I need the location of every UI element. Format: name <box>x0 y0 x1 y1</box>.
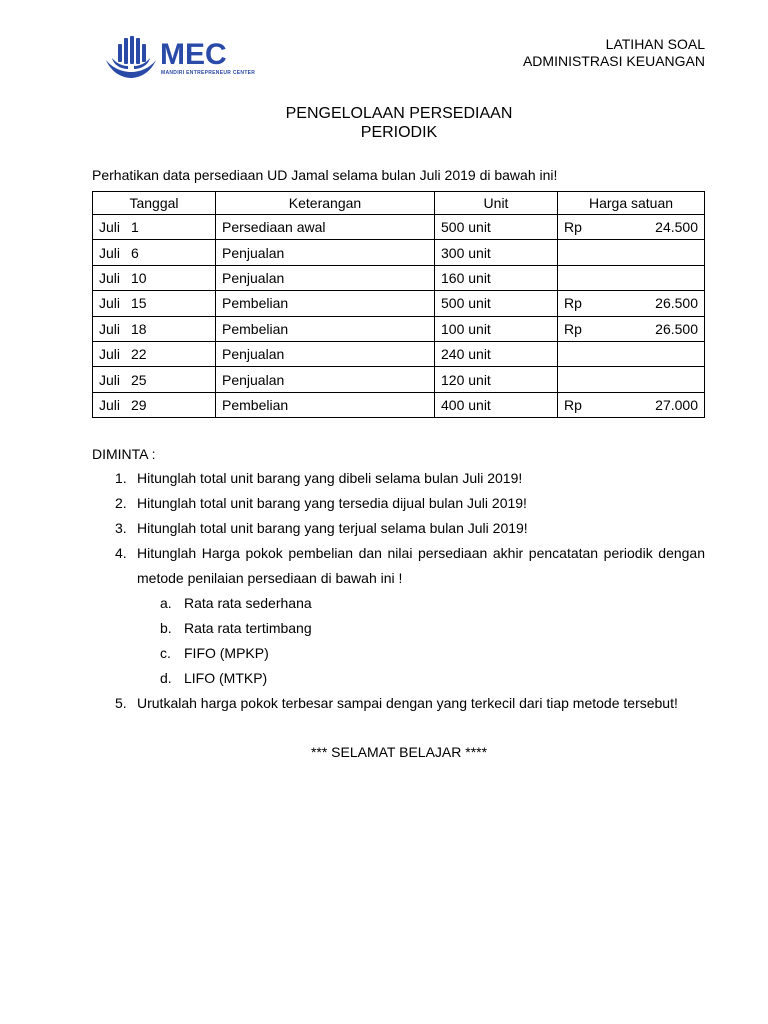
question-item <box>92 491 705 516</box>
question-item <box>92 516 705 541</box>
cell-desc: Pembelian <box>216 291 435 316</box>
cell-day: 22 <box>131 346 147 363</box>
cell-price <box>558 291 705 316</box>
cell-currency: Rp <box>564 295 582 312</box>
question-text: Urutkalah harga pokok terbesar sampai dengan yang terkecil dari tiap metode tersebut! <box>137 695 678 711</box>
cell-price <box>558 265 705 290</box>
inventory-table <box>92 191 705 418</box>
logo-subtitle: MANDIRI ENTREPRENEUR CENTER <box>161 70 256 76</box>
cell-month: Juli <box>99 219 121 236</box>
cell-day: 10 <box>131 269 147 286</box>
method-item <box>137 666 705 691</box>
cell-date <box>93 367 216 392</box>
cell-price <box>558 316 705 341</box>
cell-desc: Penjualan <box>216 240 435 265</box>
header-harga-satuan: Harga satuan <box>558 192 705 215</box>
intro-text: Perhatikan data persediaan UD Jamal selama bulan Juli 2019 di bawah ini! <box>92 167 558 183</box>
question-number: 2. <box>115 495 127 511</box>
table-row <box>93 367 705 392</box>
cell-date <box>93 291 216 316</box>
cell-day: 29 <box>131 396 147 413</box>
method-text: Rata rata tertimbang <box>184 620 312 636</box>
cell-price <box>558 240 705 265</box>
cell-amount: 26.500 <box>655 295 698 312</box>
title-line-2: PERIODIK <box>360 124 438 141</box>
cell-desc: Pembelian <box>216 316 435 341</box>
closing-text: *** SELAMAT BELAJAR **** <box>310 744 488 760</box>
cell-price <box>558 341 705 366</box>
cell-month: Juli <box>99 269 121 286</box>
method-letter: d. <box>160 670 172 686</box>
cell-day: 15 <box>131 295 147 312</box>
question-text: Hitunglah total unit barang yang tersedia dijual bulan Juli 2019! <box>137 495 527 511</box>
cell-date <box>93 215 216 240</box>
question-number: 3. <box>115 520 127 536</box>
question-text: Hitunglah Harga pokok pembelian dan nilai persediaan akhir pencatatan periodik dengan metode penilaian persediaan di bawah ini ! <box>137 545 705 586</box>
cell-month: Juli <box>99 244 121 261</box>
method-list <box>137 591 705 691</box>
table-row <box>93 316 705 341</box>
question-text: Hitunglah total unit barang yang terjual selama bulan Juli 2019! <box>137 520 528 536</box>
question-item <box>92 541 705 691</box>
question-list <box>92 466 705 716</box>
cell-price <box>558 215 705 240</box>
question-number: 5. <box>115 695 127 711</box>
cell-month: Juli <box>99 371 121 388</box>
cell-month: Juli <box>99 295 121 312</box>
method-text: LIFO (MTKP) <box>184 670 268 686</box>
method-item <box>137 616 705 641</box>
method-letter: a. <box>160 595 172 611</box>
cell-amount: 27.000 <box>655 396 698 413</box>
cell-date <box>93 341 216 366</box>
header-keterangan: Keterangan <box>216 192 435 215</box>
method-letter: c. <box>160 645 171 661</box>
cell-price <box>558 392 705 417</box>
mec-emblem-icon <box>104 36 158 82</box>
table-row <box>93 291 705 316</box>
table-row <box>93 215 705 240</box>
cell-unit: 400 unit <box>435 392 558 417</box>
cell-unit: 500 unit <box>435 291 558 316</box>
question-item <box>92 466 705 491</box>
cell-desc: Persediaan awal <box>216 215 435 240</box>
cell-day: 1 <box>131 219 139 236</box>
cell-unit: 300 unit <box>435 240 558 265</box>
table-row <box>93 240 705 265</box>
question-number: 4. <box>115 545 127 561</box>
cell-date <box>93 392 216 417</box>
table-row <box>93 392 705 417</box>
cell-currency: Rp <box>564 320 582 337</box>
method-text: Rata rata sederhana <box>184 595 312 611</box>
header-tanggal: Tanggal <box>93 192 216 215</box>
method-letter: b. <box>160 620 172 636</box>
cell-month: Juli <box>99 320 121 337</box>
header-labels <box>523 36 705 70</box>
header-unit: Unit <box>435 192 558 215</box>
cell-currency: Rp <box>564 219 582 236</box>
cell-unit: 240 unit <box>435 341 558 366</box>
cell-unit: 120 unit <box>435 367 558 392</box>
cell-desc: Penjualan <box>216 265 435 290</box>
cell-price <box>558 367 705 392</box>
title-line-1: PENGELOLAAN PERSEDIAAN <box>285 105 513 122</box>
cell-date <box>93 240 216 265</box>
cell-month: Juli <box>99 396 121 413</box>
subject-label: ADMINISTRASI KEUANGAN <box>522 53 705 69</box>
cell-month: Juli <box>99 346 121 363</box>
question-number: 1. <box>115 470 127 486</box>
cell-date <box>93 265 216 290</box>
method-item <box>137 641 705 666</box>
doc-type-label: LATIHAN SOAL <box>605 36 705 52</box>
cell-day: 18 <box>131 320 147 337</box>
mec-logo <box>104 36 256 82</box>
method-item <box>137 591 705 616</box>
cell-amount: 24.500 <box>655 219 698 236</box>
table-row <box>93 341 705 366</box>
page-title <box>0 104 768 142</box>
logo-wordmark: MEC <box>160 38 227 71</box>
question-item <box>92 691 705 716</box>
cell-unit: 100 unit <box>435 316 558 341</box>
method-text: FIFO (MPKP) <box>184 645 269 661</box>
cell-desc: Penjualan <box>216 367 435 392</box>
questions-heading: DIMINTA : <box>92 446 156 462</box>
cell-day: 6 <box>131 244 139 261</box>
question-text: Hitunglah total unit barang yang dibeli selama bulan Juli 2019! <box>137 470 523 486</box>
cell-date <box>93 316 216 341</box>
cell-currency: Rp <box>564 396 582 413</box>
cell-unit: 160 unit <box>435 265 558 290</box>
cell-desc: Pembelian <box>216 392 435 417</box>
table-header-row <box>93 192 705 215</box>
cell-amount: 26.500 <box>655 320 698 337</box>
cell-desc: Penjualan <box>216 341 435 366</box>
table-row <box>93 265 705 290</box>
cell-unit: 500 unit <box>435 215 558 240</box>
cell-day: 25 <box>131 371 147 388</box>
